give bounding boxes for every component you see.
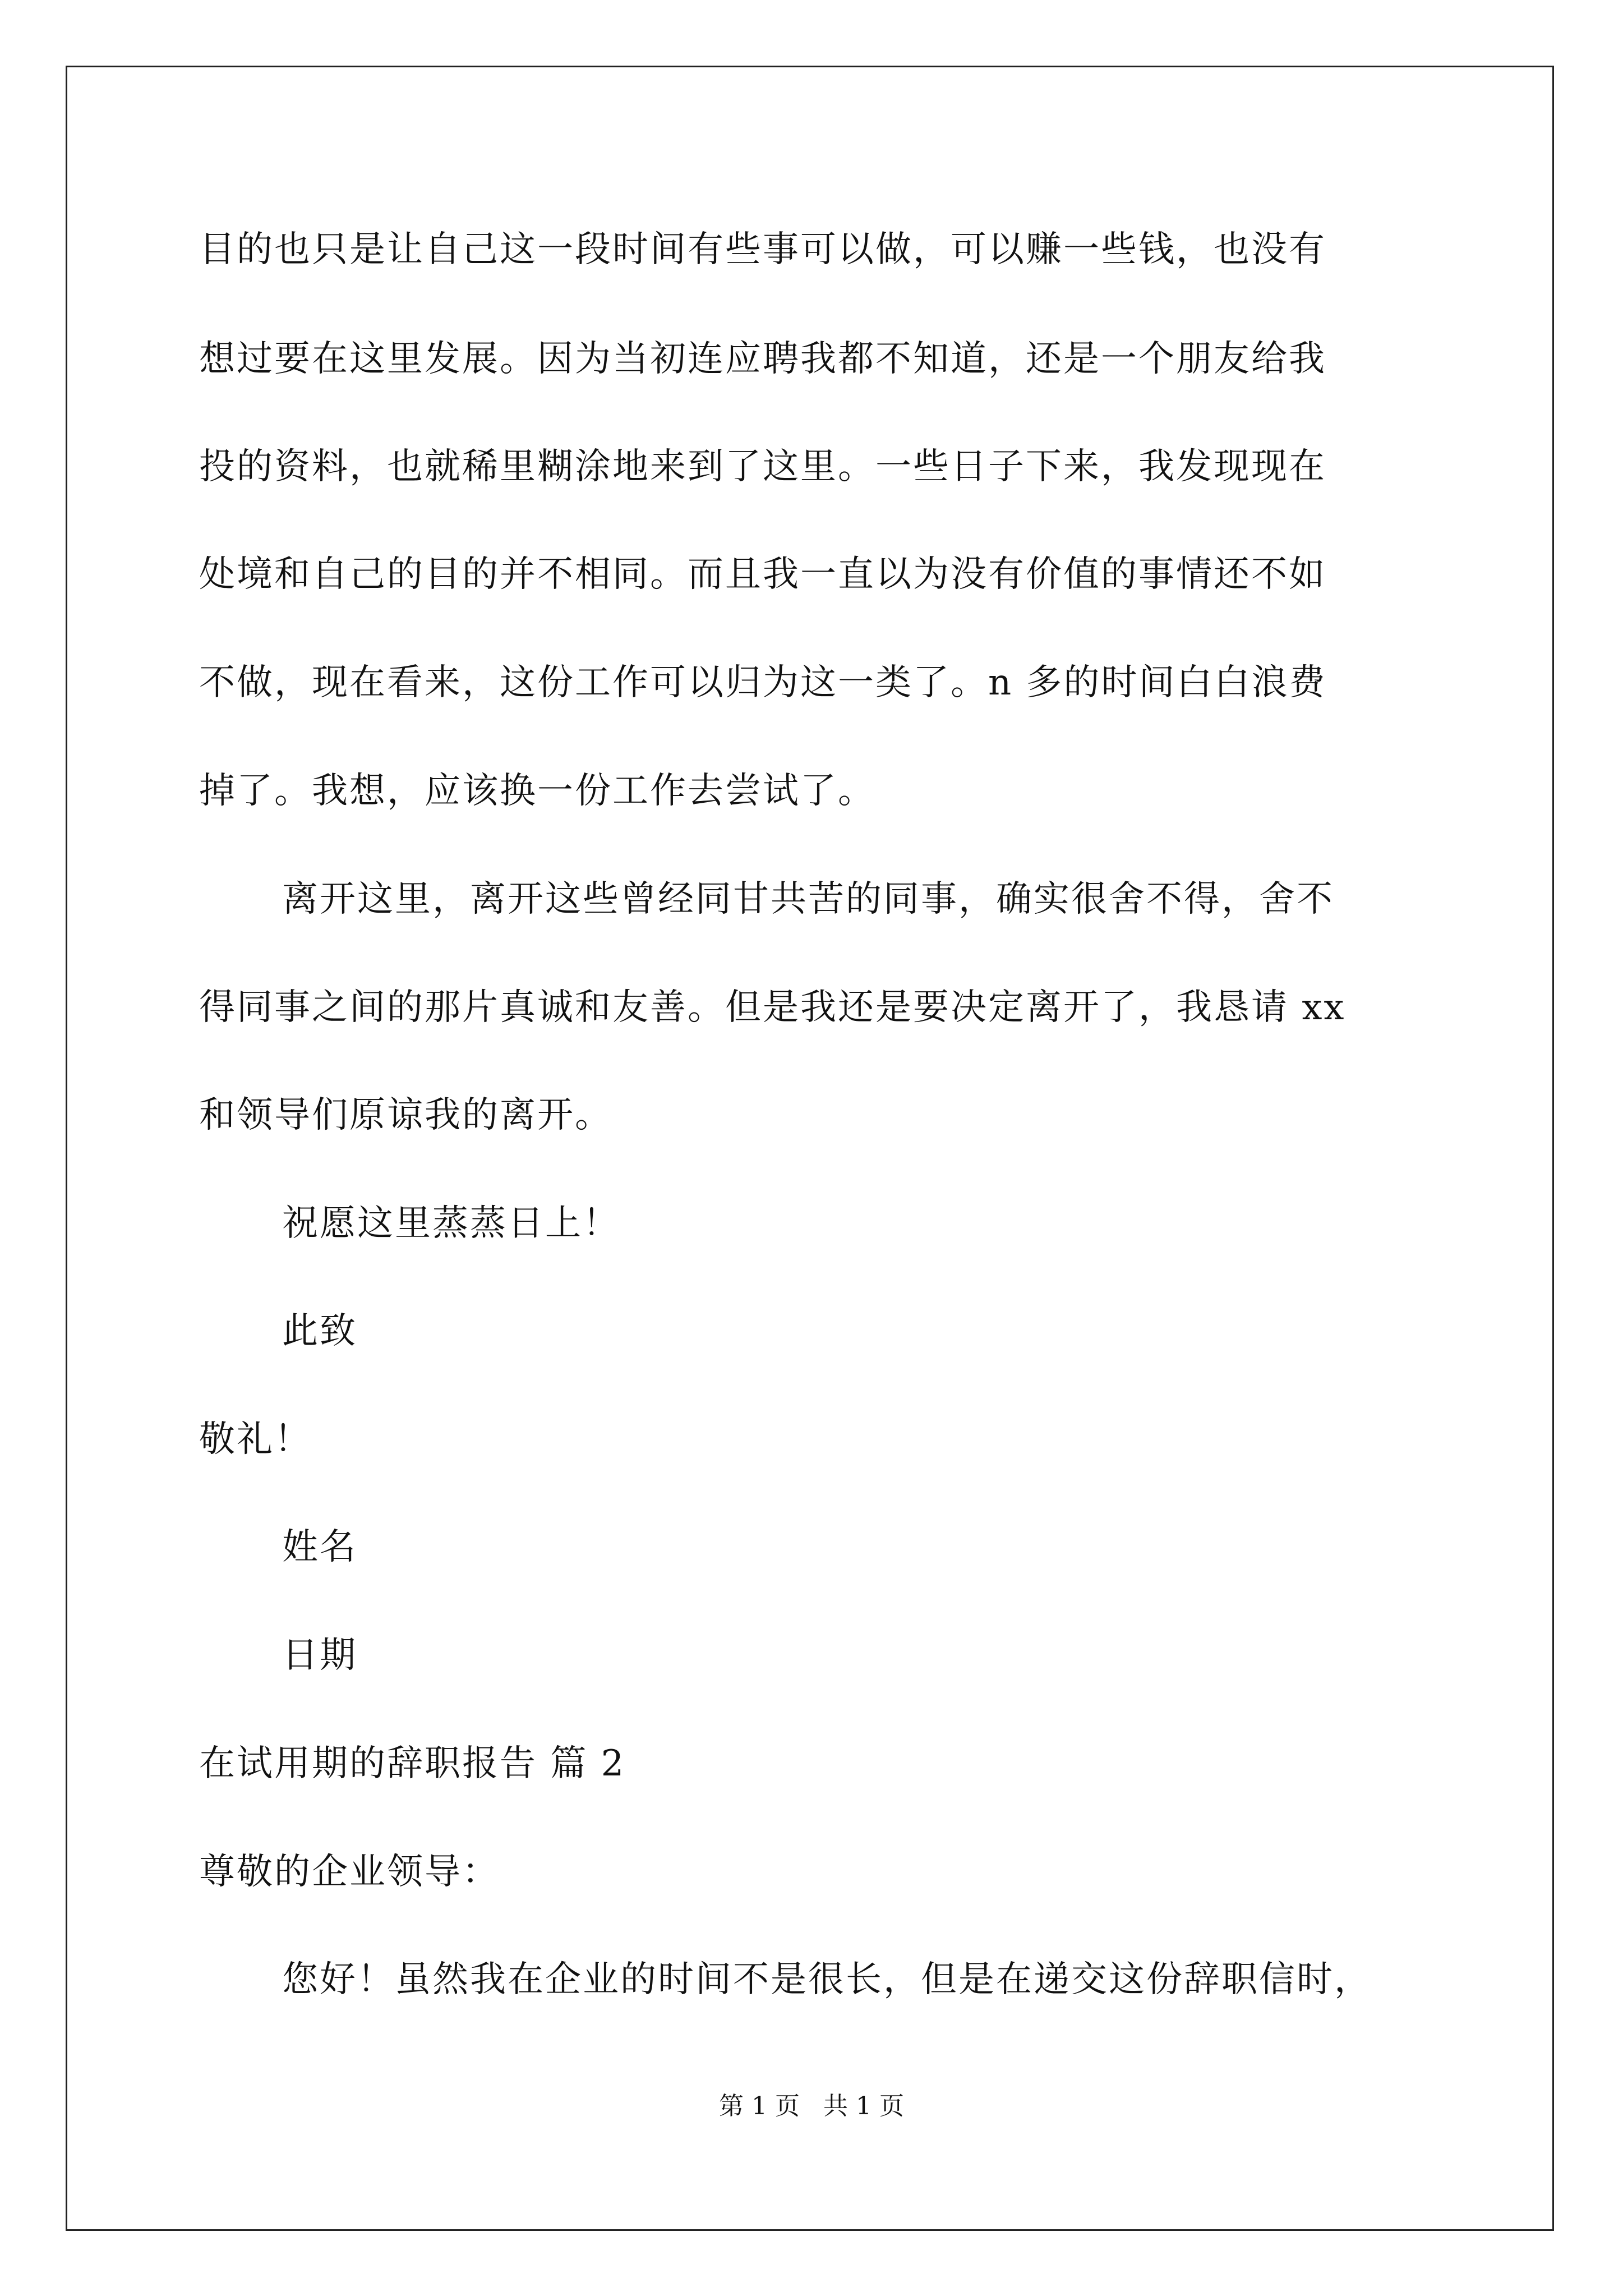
paragraph-line: 处境和自己的目的并不相同。而且我一直以为没有价值的事情还不如 [199,554,1326,595]
section-heading: 在试用期的辞职报告 篇 2 [199,1743,626,1784]
paragraph-line: 投的资料，也就稀里糊涂地来到了这里。一些日子下来，我发现现在 [199,446,1326,487]
paragraph-line: 得同事之间的那片真诚和友善。但是我还是要决定离开了，我恳请 xx [199,987,1346,1028]
paragraph-line: 您好！虽然我在企业的时间不是很长，但是在递交这份辞职信时， [282,1959,1372,2000]
signature-date: 日期 [282,1635,357,1676]
salutation-cizhi: 此致 [282,1310,357,1352]
letter-greeting: 尊敬的企业领导： [199,1851,500,1893]
paragraph-line: 掉了。我想，应该换一份工作去尝试了。 [199,770,875,812]
signature-name: 姓名 [282,1526,357,1568]
paragraph-line: 不做，现在看来，这份工作可以归为这一类了。n 多的时间白白浪费 [199,662,1327,703]
paragraph-line: 和领导们原谅我的离开。 [199,1094,612,1136]
paragraph-line: 离开这里，离开这些曾经同甘共苦的同事，确实很舍不得，舍不 [282,878,1334,920]
page-border [66,66,1554,2231]
paragraph-line: 想过要在这里发展。因为当初连应聘我都不知道，还是一个朋友给我 [199,338,1326,380]
salutation-jingli: 敬礼！ [199,1419,312,1460]
closing-wish: 祝愿这里蒸蒸日上！ [282,1203,620,1244]
paragraph-line: 目的也只是让自己这一段时间有些事可以做，可以赚一些钱，也没有 [199,229,1326,270]
page-number-footer: 第 1 页 共 1 页 [719,2092,904,2120]
